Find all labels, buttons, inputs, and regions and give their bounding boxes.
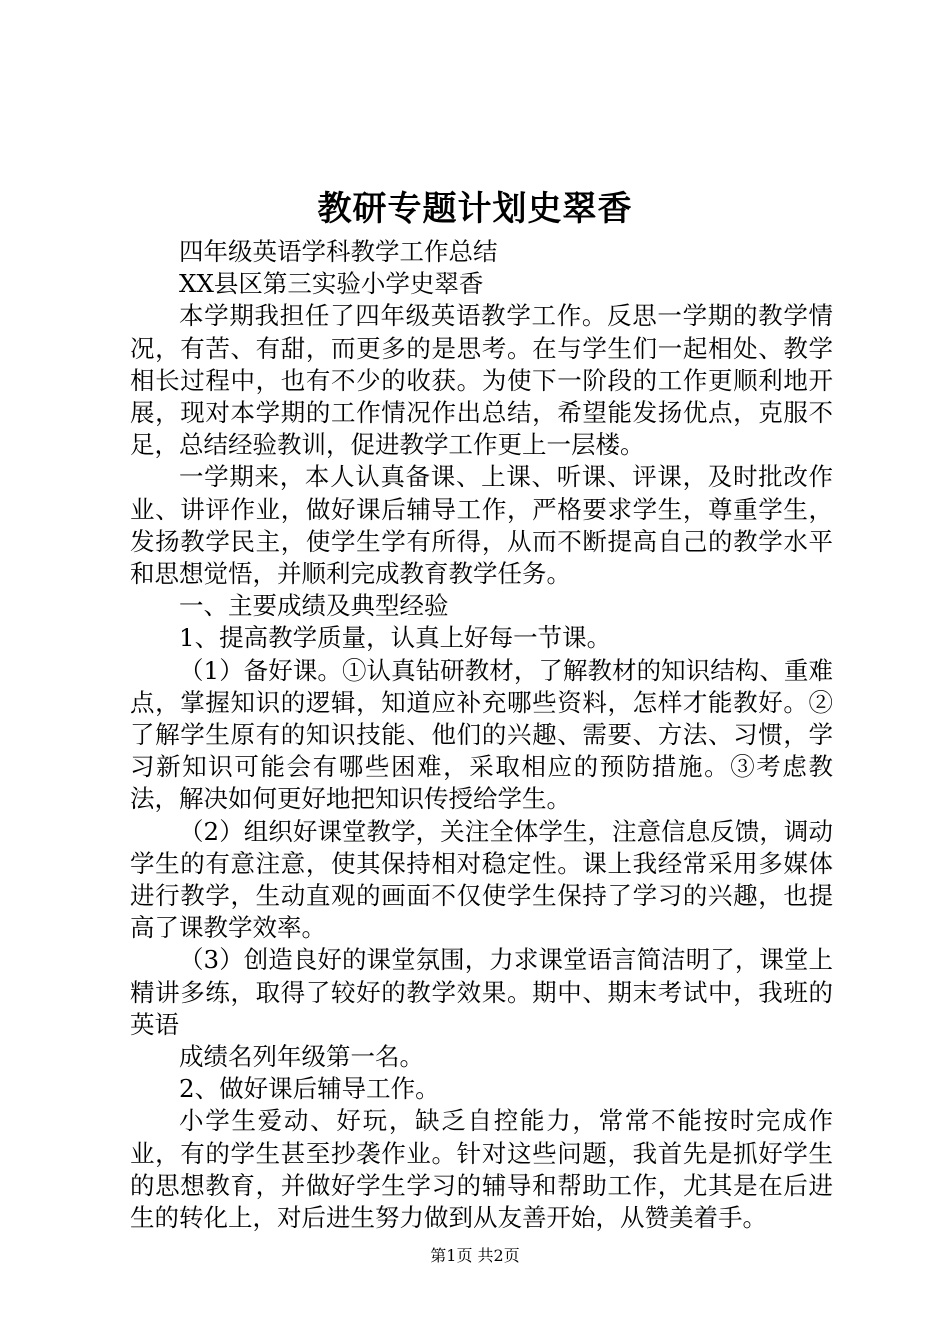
paragraph: 一学期来，本人认真备课、上课、听课、评课，及时批改作业、讲评作业，做好课后辅导工作，严格要求学生，尊重学生，发扬教学民主，使学生学有所得，从而不断提高自己的教学水平和思想觉悟，并顺利完成教育教学任务。 bbox=[130, 462, 833, 589]
paragraph: （3）创造良好的课堂氛围，力求课堂语言简洁明了，课堂上精讲多练，取得了较好的教学效果。期中、期末考试中，我班的英语 bbox=[130, 945, 833, 1039]
page-number: 第1页 共2页 bbox=[430, 1246, 520, 1265]
section-heading: 一、主要成绩及典型经验 bbox=[179, 591, 449, 621]
paragraph: 小学生爱动、好玩，缺乏自控能力，常常不能按时完成作业，有的学生甚至抄袭作业。针对这些问题，我首先是抓好学生的思想教育，并做好学生学习的辅导和帮助工作，尤其是在后进生的转化上，对后进生努力做到从友善开始，从赞美着手。 bbox=[130, 1106, 833, 1233]
document-body bbox=[130, 236, 833, 1234]
subsection-heading: 2、做好课后辅导工作。 bbox=[179, 1074, 440, 1104]
paragraph: 成绩名列年级第一名。 bbox=[179, 1042, 424, 1072]
paragraph: 本学期我担任了四年级英语教学工作。反思一学期的教学情况，有苦、有甜，而更多的是思考。在与学生们一起相处、教学相长过程中，也有不少的收获。为使下一阶段的工作更顺利地开展，现对本学期的工作情况作出总结，希望能发扬优点，克服不足，总结经验教训，促进教学工作更上一层楼。 bbox=[130, 301, 833, 460]
subsection-heading: 1、提高教学质量，认真上好每一节课。 bbox=[179, 623, 612, 653]
paragraph: （2）组织好课堂教学，关注全体学生，注意信息反馈，调动学生的有意注意，使其保持相对稳定性。课上我经常采用多媒体进行教学，生动直观的画面不仅使学生保持了学习的兴趣，也提高了课教学效率。 bbox=[130, 816, 833, 943]
paragraph-subtitle: 四年级英语学科教学工作总结 bbox=[179, 237, 498, 266]
paragraph-author: XX县区第三实验小学史翠香 bbox=[179, 269, 484, 299]
paragraph: （1）备好课。①认真钻研教材，了解教材的知识结构、重难点，掌握知识的逻辑，知道应补充哪些资料，怎样才能教好。②了解学生原有的知识技能、他们的兴趣、需要、方法、习惯，学习新知识可能会有哪些困难，采取相应的预防措施。③考虑教法，解决如何更好地把知识传授给学生。 bbox=[130, 655, 833, 814]
document-title: 教研专题计划史翠香 bbox=[317, 189, 633, 229]
